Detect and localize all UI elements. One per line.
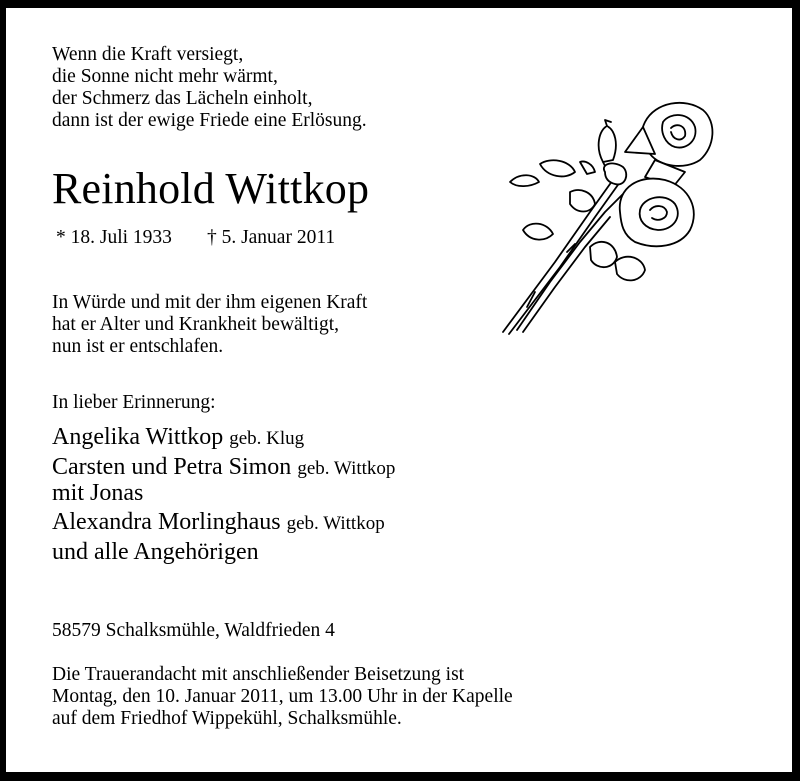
family-member-name: Alexandra Morlinghaus [52,509,281,535]
family-member-name: und alle Angehörigen [52,539,259,565]
tribute-line: In Würde und mit der ihm eigenen Kraft [52,292,368,313]
family-member-name: Carsten und Petra Simon [52,454,292,480]
family-member [52,540,395,565]
tribute-text [52,292,367,358]
service-line: Die Trauerandacht mit anschließender Beisetzung ist [52,664,465,685]
service-line: auf dem Friedhof Wippekühl, Schalksmühle. [52,708,402,729]
tribute-line: nun ist er entschlafen. [52,336,224,357]
memory-heading: In lieber Erinnerung: [52,392,216,413]
family-member [52,455,395,481]
poem-line: dann ist der ewige Friede eine Erlösung. [52,110,367,131]
poem [52,44,367,132]
poem-line: der Schmerz das Lächeln einholt, [52,88,313,109]
poem-line: die Sonne nicht mehr wärmt, [52,66,278,87]
maiden-name: geb. Wittkop [297,458,396,479]
family-member [52,425,395,451]
poem-line: Wenn die Kraft versiegt, [52,44,244,65]
maiden-name: geb. Klug [229,428,305,449]
death-date: † 5. Januar 2011 [206,227,336,248]
maiden-name: geb. Wittkop [286,513,385,534]
deceased-name: Reinhold Wittkop [52,164,370,213]
birth-date: * 18. Juli 1933 [56,227,172,248]
family-member [52,510,395,536]
family-member [52,481,395,506]
rose-bouquet-icon [495,92,715,337]
family-member-name: mit Jonas [52,480,144,506]
service-info [52,664,513,730]
family-list [52,425,395,565]
life-dates [56,226,335,250]
tribute-line: hat er Alter und Krankheit bewältigt, [52,314,339,335]
address: 58579 Schalksmühle, Waldfrieden 4 [52,620,335,641]
service-line: Montag, den 10. Januar 2011, um 13.00 Uhr in der Kapelle [52,686,513,707]
family-member-name: Angelika Wittkop [52,424,224,450]
